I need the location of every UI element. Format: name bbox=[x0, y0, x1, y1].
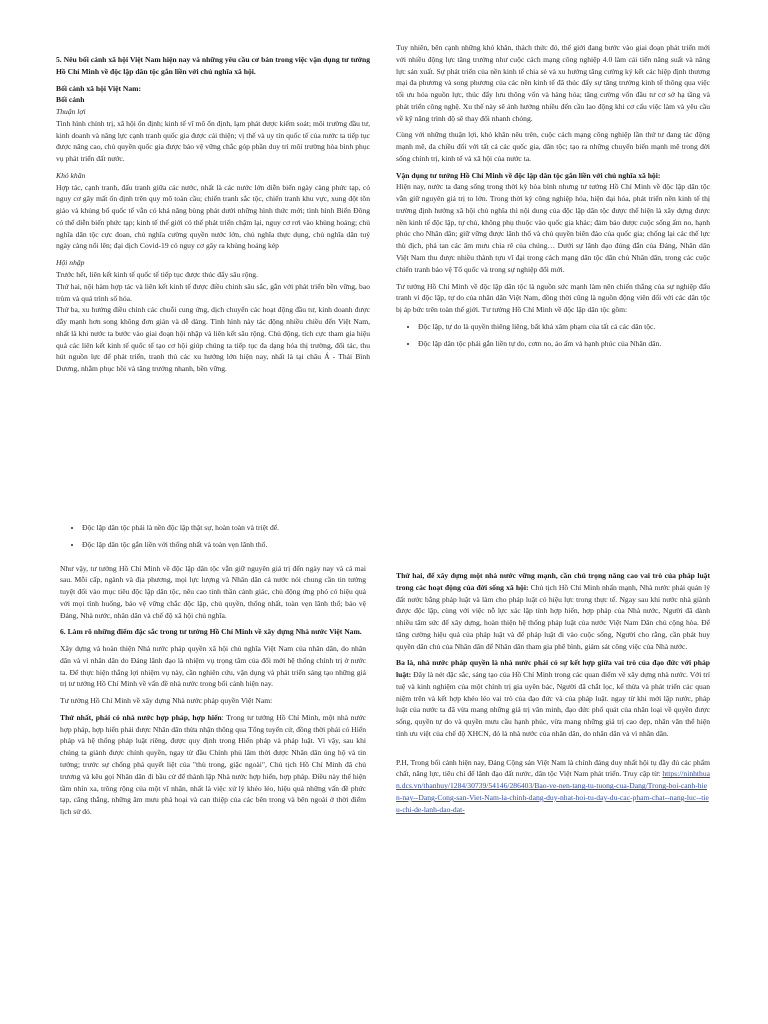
state-lead-line: Tư tưởng Hồ Chí Minh về xây dựng Nhà nước pháp quyền Việt Nam: bbox=[60, 696, 273, 706]
industry-revolution-paragraph: Cùng với những thuận lợi, khó khăn nêu trên, cuộc cách mạng công nghiệp lần thứ tư đang tác động mạnh mẽ, đa chiều đối với tất cả các quốc gia, dân tộc; tạo ra những chuyển biến mạnh mẽ trong đời sống chính trị, kinh tế và xã hội của nước ta. bbox=[396, 130, 710, 163]
independence-intro-paragraph: Tư tưởng Hồ Chí Minh về độc lập dân tộc là nguồn sức mạnh làm nên chiến thắng của sự nghiệp đấu tranh vì độc lập, tự do của nhân dân Việt Nam, đồng thời cũng là nguồn động viên đối với các dân tộc bị áp bức trên toàn thế giới. Tư tưởng Hồ Chí Minh về độc lập dân tộc gồm: bbox=[396, 281, 710, 315]
integration-label: Hội nhập bbox=[56, 258, 85, 268]
independence-list bbox=[396, 321, 710, 350]
independence-list-continued bbox=[60, 522, 366, 551]
reference-paragraph bbox=[396, 757, 710, 816]
context-subtitle: Bối cảnh bbox=[56, 95, 85, 105]
integration-paragraph-3: Thứ ba, xu hướng điều chỉnh các chuỗi cung ứng, dịch chuyển các hoạt động đầu tư, kinh doanh được dẫy mạnh hơn song không đơn giản và dễ dàng. Tình hình này tác động nhiều chiều đến Việt Nam, nhất là khi nước ta bước vào giai đoạn hội nhập và liên kết sâu rộng. Chủ động, tích cực tham gia hiệu quả các liên kết kinh tế quốc tế tạo cơ hội giúp chúng ta tiếp tục đa dạng hóa thị trường, đối tác, thu hút nguồn lực để phát triển, tranh thủ các xu hướng lớn hiện nay, nhất là tại châu Á - Thái Bình Dương, nhằm phục hồi và tăng trưởng nhanh, bền vững. bbox=[56, 305, 370, 374]
integration-paragraph-1: Trước hết, liên kết kinh tế quốc tế tiếp tục được thúc đẩy sâu rộng. bbox=[56, 270, 258, 280]
first-point-label: Thứ nhất, phải có nhà nước hợp pháp, hợp hiến bbox=[60, 712, 222, 722]
advantages-text: Tình hình chính trị, xã hội ổn định; kinh tế vĩ mô ổn định, lạm phát được kiểm soát; môi trường đầu tư, kinh doanh và năng lực cạnh tranh quốc gia được cải thiện; vị thế và uy tín quốc tế của nước ta tiếp tục được nâng cao, chủ quyền quốc gia được bảo vệ vững chắc góp phần duy trì môi trường hòa bình phục vụ phát triển đất nước. bbox=[56, 118, 370, 164]
section-context bbox=[56, 54, 370, 474]
list-item: • Độc lập, tự do là quyền thiêng liêng, bất khả xâm phạm của tất cả các dân tộc. bbox=[418, 321, 710, 333]
second-point-label: Thứ hai, để xây dựng một nhà nước vững mạnh, cần chú trọng nâng cao vai trò của pháp luật trong các hoạt động của đời sống xã hội: bbox=[396, 571, 710, 592]
state-intro-paragraph: Xây dựng và hoàn thiện Nhà nước pháp quyền xã hội chủ nghĩa Việt Nam của nhân dân, do nhân dân và vì nhân dân do Đảng lãnh đạo là nhiệm vụ trọng tâm của đổi mới hệ thống chính trị ở nước ta. Để thực hiện thắng lợi nhiệm vụ này, cần nghiên cứu, vận dụng và phát triển sáng tạo những giá trị tư tưởng Hồ Chí Minh về vấn đề nhà nước trong bối cảnh hiện nay. bbox=[60, 644, 366, 689]
third-point-label: Ba là, nhà nước pháp quyền là nhà nước phải có sự kết hợp giữa vai trò của đạo đức với pháp luật: bbox=[396, 658, 710, 680]
section-rule-of-law bbox=[396, 570, 710, 980]
first-point-text: : Trong tư tưởng Hồ Chí Minh, một nhà nước hợp pháp, hợp hiến phải được Nhân dân thừa nhận thông qua Tổng tuyển cử, đồng thời phải có Hiến pháp và hệ thống pháp luật riêng, được quy định trong Hiến pháp và pháp luật. Vì vậy, sau khi chúng ta giành được chính quyền, ngay từ đầu Chính phủ lâm thời được Nhân dân ủng hộ và tin tưởng; trước sự chống phá quyết liệt của "thù trong, giặc ngoài", Chủ tịch Hồ Chí Minh đã chủ trương và kêu gọi Nhân dân đi bầu cử để thành lập Nhà nước hợp hiến, hợp pháp. Điều này thể hiện tầm nhìn xa, trông rộng của một vĩ nhân, nhất là việc xử lý khéo léo, hiệu quả những vấn đề phức tạp, căng thẳng, những âm mưu phá hoại và can thiệp của các bên trong và bên ngoài ở thời điểm lịch sử đó. bbox=[60, 712, 366, 817]
third-point-paragraph bbox=[396, 657, 710, 739]
section-opportunities bbox=[396, 42, 710, 482]
difficulties-label: Khó khăn bbox=[56, 170, 86, 180]
difficulties-text: Hợp tác, cạnh tranh, đấu tranh giữa các nước, nhất là các nước lớn diễn biến ngày càng phức tạp, có nguy cơ gây mất ổn định trên quy mô toàn cầu; chiến tranh sắc tộc, chiến tranh khu vực, xung đột tôn giáo và khủng bố quốc tế vẫn có khả năng bùng phát dưới những hình thức mới; tình hình Biển Đông có thể diễn biến phức tạp; kinh tế thế giới có thể phát triển chậm lại, nguy cơ rơi vào khủng hoảng; chủ nghĩa dân tộc cực đoan, chủ nghĩa cường quyền nước lớn, chủ nghĩa thực dụng, chủ nghĩa dân tuý ngày càng nổi lên; đại dịch Covid-19 có nguy cơ gây ra khủng hoảng kép bbox=[56, 182, 370, 251]
integration-paragraph-2: Thứ hai, nội hàm hợp tác và liên kết kinh tế được điều chỉnh sâu sắc, gắn với phát triển bền vững, bao trùm và quá trình số hóa. bbox=[56, 281, 370, 303]
first-point-paragraph bbox=[60, 712, 366, 818]
conclusion-paragraph: Như vậy, tư tưởng Hồ Chí Minh về độc lập dân tộc vẫn giữ nguyên giá trị đến ngày nay và cả mai sau. Mỗi cấp, ngành và địa phương, mọi lực lượng và Nhân dân cả nước nói chung cần tin tưởng tuyệt đối vào mục tiêu độc lập dân tộc, nêu cao tinh thần cảnh giác, chủ động ứng phó có hiệu quả với mọi tình huống, bảo vệ vững chắc độc lập, chủ quyền, thống nhất, toàn vẹn lãnh thổ; bảo vệ Đảng, Nhà nước, nhân dân và chế độ xã hội chủ nghĩa. bbox=[60, 563, 366, 620]
section-state-building bbox=[60, 518, 366, 988]
question-6-heading: 6. Làm rõ những điểm đặc sắc trong tư tưởng Hồ Chí Minh về xây dựng Nhà nước Việt Nam. bbox=[60, 627, 362, 637]
context-title: Bối cảnh xã hội Việt Nam: bbox=[56, 83, 142, 93]
list-item: • Độc lập dân tộc gắn liền với thống nhất và toàn vẹn lãnh thổ. bbox=[82, 539, 366, 551]
advantages-label: Thuận lợi bbox=[56, 107, 86, 117]
application-heading: Vận dụng tư tưởng Hồ Chí Minh về độc lập dân tộc gắn liền với chủ nghĩa xã hội: bbox=[396, 170, 661, 180]
list-item: • Độc lập dân tộc phải là nền độc lập thật sự, hoàn toàn và triệt để. bbox=[82, 522, 366, 534]
second-point-text: Chủ tịch Hồ Chí Minh nhấn mạnh, Nhà nước phải quản lý đất nước bằng pháp luật và làm cho pháp luật có hiệu lực trong thực tế. Ngay sau khi nước nhà giành được độc lập, cùng với việc nỗ lực xác lập tính hợp hiến, hợp pháp của Nhà nước, Người đã dành nhiều tâm sức để xây dựng, hoàn thiện hệ thống pháp luật của nước Việt Nam Dân chủ cộng hòa. Để tăng cường hiệu quả của pháp luật và để pháp luật đi vào cuộc sống, Người cho rằng, cần phát huy quyền dân chủ của Nhân dân để Nhân dân tham gia phê bình, giám sát công việc của Nhà nước. bbox=[396, 582, 710, 651]
third-point-text: Đây là nét đặc sắc, sáng tạo của Hồ Chí Minh trong các quan điểm về xây dựng nhà nước. Với trí tuệ và kinh nghiệm của một chính trị gia uyên bác, Người đã chắt lọc, kế thừa và phát triển các quan niệm trên và kết hợp khéo léo vai trò của đạo đức và của pháp luật. ngay từ khi mới lập nước, pháp luật của nước ta đã vừa mang những giá trị văn minh, đạo đức phổ quát của nhân loại về quyền được sống, quyền tự do và quyền mưu cầu hạnh phúc, vừa mang những giá trị cao đẹp, nhân văn thể hiện tính ưu việt của chế độ XHCN, đó là nhà nước của nhân dân, do nhân dân và vì nhân dân. bbox=[396, 670, 710, 738]
reference-text: P.H, Trong bối cảnh hiện nay, Đảng Cộng sản Việt Nam là chính đảng duy nhất hội tụ đầy đủ các phẩm chất, năng lực, tiêu chí để lãnh đạo đất nước, dân tộc Việt Nam phát triển. Truy cập từ: bbox=[396, 757, 710, 779]
opportunities-paragraph: Tuy nhiên, bên cạnh những khó khăn, thách thức đó, thế giới đang bước vào giai đoạn phát triển mới với nhiều động lực tăng trưởng như cuộc cách mạng công nghiệp 4.0 làm cải tiến năng suất và năng lực sản xuất. Sự phát triển của nền kinh tế chia sẻ và xu hướng tăng cường ký kết các hiệp định thương mại đa phương và song phương của các nền kinh tế đã thúc đẩy sự tăng trưởng kinh tế thông qua việc tối ưu hóa nguồn lực, thúc đẩy lưu thông vốn và hàng hóa; tăng cường vốn đầu tư cơ sở hạ tầng và phát triển công nghệ. Xu thế này sẽ ảnh hưởng nhiều đến cầu lao động khi cơ cấu việc làm và yêu cầu về kỹ năng trình độ sẽ thay đổi nhanh chóng. bbox=[396, 43, 710, 123]
list-item: • Độc lập dân tộc phải gắn liền tự do, cơm no, áo ấm và hạnh phúc của Nhân dân. bbox=[418, 338, 710, 350]
question-5-heading: 5. Nêu bối cảnh xã hội Việt Nam hiện nay và những yêu cầu cơ bản trong việc vận dụng tư tưởng Hồ Chí Minh về độc lập dân tộc gắn liền với chủ nghĩa xã hội. bbox=[56, 55, 370, 76]
reference-link[interactable]: https://ninhthuan.dcs.vn/thanhuy/1284/30739/54146/286403/Bao-ve-nen-tang-tu-tuong-cua-Dang/Trong-boi-canh-hien-nay--Dang-Cong-san-Viet-Nam-la-chinh-dang-duy-nhat-hoi-tu-day-du-cac-pham-chat--nang-luc--tieu-chi-de-lanh-dao-dat- bbox=[396, 769, 710, 814]
application-paragraph: Hiện nay, nước ta đang sống trong thời kỳ hòa bình nhưng tư tưởng Hồ Chí Minh về độc lập dân tộc vẫn giữ nguyên giá trị to lớn. Trong thời kỳ công nghiệp hóa, hiện đại hóa, phát triển nền kinh tế thị trường định hướng xã hội chủ nghĩa thì nội dung của độc lập dân tộc được thể hiện là xây dựng được nền kinh tế độc lập, tự chủ, không phụ thuộc vào quốc gia khác; đảm bảo được cuộc sống ấm no, hạnh phúc cho Nhân dân; giữ vững được lãnh thổ và chủ quyền biên đảo của quốc gia; chống lại các thế lực thù địch, phá tan các âm mưu chia rẽ của chúng… Dưới sự lãnh đạo đúng đắn của Đảng, Nhân dân Việt Nam thu được nhiều thành tựu vĩ đại trong cách mạng dân tộc dân chủ Nhân dân, trong các cuộc chiến tranh bảo vệ Tổ quốc và trong sự nghiệp đổi mới. bbox=[396, 182, 710, 274]
second-point-paragraph bbox=[396, 570, 710, 652]
